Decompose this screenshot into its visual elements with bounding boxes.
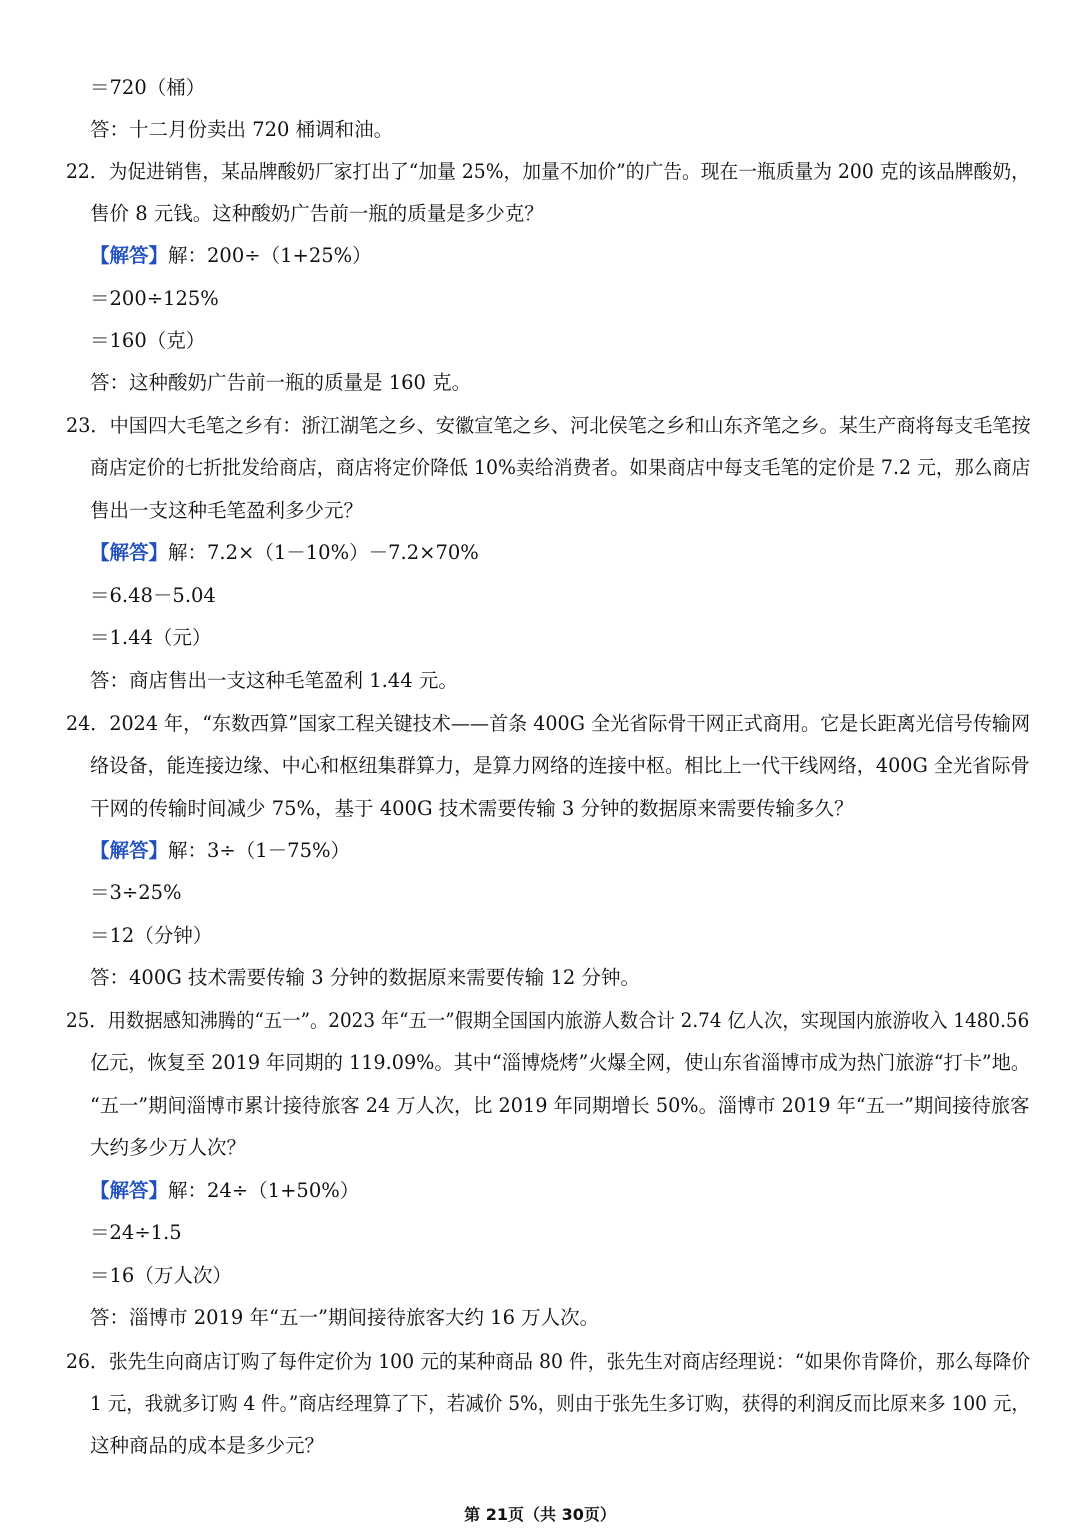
calc-step: ＝16（万人次）: [90, 1264, 232, 1287]
calc-step: ＝720（桶）: [90, 76, 206, 99]
question-23-line-2: 商店定价的七折批发给商店，商店将定价降低 10%卖给消费者。如果商店中每支毛笔的定价是 7.2 元，那么商店: [90, 456, 1031, 479]
answer-line: 答：十二月份卖出 720 桶调和油。: [90, 118, 394, 141]
solution-22: [90, 242, 372, 270]
calc-step: ＝1.44（元）: [90, 626, 212, 649]
question-24-line-1: 24．2024 年，“东数西算”国家工程关键技术——首条 400G 全光省际骨干网正式商用。它是长距离光信号传输网: [66, 712, 1031, 735]
solution-formula: 解：200÷（1+25%）: [168, 244, 372, 267]
question-24-line-2: 络设备，能连接边缘、中心和枢纽集群算力，是算力网络的连接中枢。相比上一代干线网络，400G 全光省际骨: [90, 754, 1030, 777]
question-25-line-3: “五一”期间淄博市累计接待旅客 24 万人次，比 2019 年同期增长 50%。淄博市 2019 年“五一”期间接待旅客: [90, 1094, 1030, 1117]
question-22-line-1: 22．为促进销售，某品牌酸奶厂家打出了“加量 25%，加量不加价”的广告。现在一瓶质量为 200 克的该品牌酸奶，: [66, 160, 1030, 183]
question-25-line-1: 25．用数据感知沸腾的“五一”。2023 年“五一”假期全国国内旅游人数合计 2.74 亿人次，实现国内旅游收入 1480.56: [66, 1009, 1030, 1032]
calc-step: ＝160（克）: [90, 329, 206, 352]
solution-tag: 【解答】: [90, 839, 169, 862]
answer-line: 答：400G 技术需要传输 3 分钟的数据原来需要传输 12 分钟。: [90, 966, 641, 989]
question-22-line-2: 售价 8 元钱。这种酸奶广告前一瓶的质量是多少克？: [90, 202, 544, 225]
solution-tag: 【解答】: [90, 541, 169, 564]
solution-25: [90, 1177, 359, 1205]
question-25-line-4: 大约多少万人次？: [90, 1136, 247, 1159]
answer-line: 答：商店售出一支这种毛笔盈利 1.44 元。: [90, 669, 458, 692]
question-24-line-3: 干网的传输时间减少 75%，基于 400G 技术需要传输 3 分钟的数据原来需要传输多久？: [90, 797, 854, 820]
question-26-line-2: 1 元，我就多订购 4 件。”商店经理算了下，若减价 5%，则由于张先生多订购，获得的利润反而比原来多 100 元，: [90, 1392, 1030, 1415]
solution-23: [90, 539, 479, 567]
solution-formula: 解：7.2×（1－10%）－7.2×70%: [168, 541, 479, 564]
calc-step: ＝24÷1.5: [90, 1221, 182, 1244]
solution-formula: 解：24÷（1+50%）: [168, 1179, 360, 1202]
solution-formula: 解：3÷（1－75%）: [168, 839, 351, 862]
calc-step: ＝3÷25%: [90, 881, 182, 904]
calc-step: ＝6.48－5.04: [90, 584, 216, 607]
calc-step: ＝12（分钟）: [90, 924, 213, 947]
question-25-line-2: 亿元，恢复至 2019 年同期的 119.09%。其中“淄博烧烤”火爆全网，使山东省淄博市成为热门旅游“打卡”地。: [90, 1051, 1031, 1074]
page-number: 第 21页（共 30页）: [464, 1505, 616, 1524]
solution-tag: 【解答】: [90, 244, 169, 267]
question-26-line-3: 这种商品的成本是多少元？: [90, 1434, 325, 1457]
answer-line: 答：这种酸奶广告前一瓶的质量是 160 克。: [90, 371, 472, 394]
solution-24: [90, 837, 350, 865]
question-23-line-3: 售出一支这种毛笔盈利多少元？: [90, 499, 364, 522]
question-23-line-1: 23．中国四大毛笔之乡有：浙江湖笔之乡、安徽宣笔之乡、河北侯笔之乡和山东齐笔之乡。某生产商将每支毛笔按: [66, 414, 1031, 437]
calc-step: ＝200÷125%: [90, 287, 219, 310]
solution-tag: 【解答】: [90, 1179, 169, 1202]
question-26-line-1: 26．张先生向商店订购了每件定价为 100 元的某种商品 80 件，张先生对商店经理说：“如果你肯降价，那么每降价: [66, 1350, 1031, 1373]
answer-line: 答：淄博市 2019 年“五一”期间接待旅客大约 16 万人次。: [90, 1306, 600, 1329]
